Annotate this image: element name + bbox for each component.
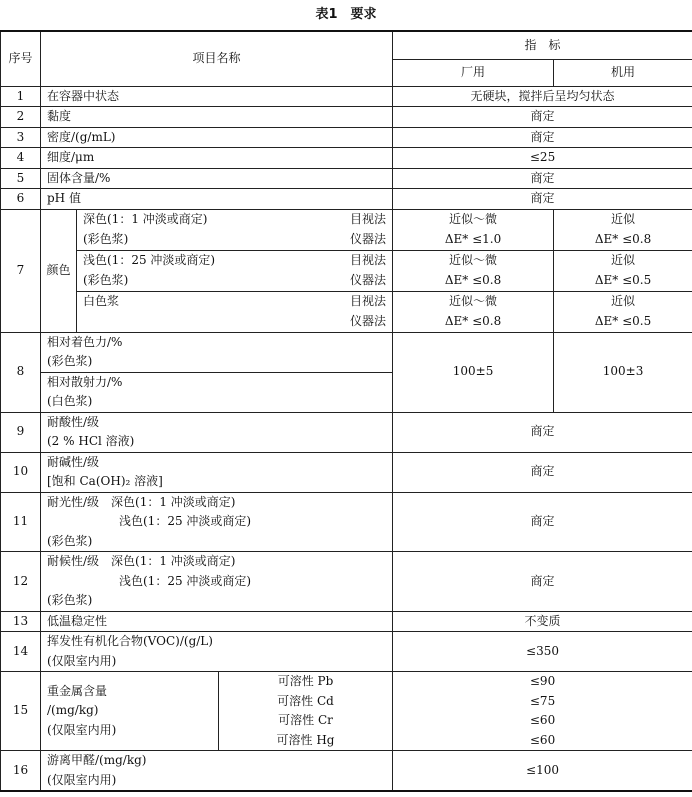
table-row xyxy=(1,552,692,612)
header-factory: 厂用 xyxy=(393,59,554,86)
row-value: 商定 xyxy=(393,127,692,148)
row-value: ≤25 xyxy=(393,148,692,169)
row-no: 16 xyxy=(1,751,41,792)
table-row xyxy=(1,127,692,148)
table-row xyxy=(1,189,692,210)
row-item: 游离甲醛/(mg/kg) xyxy=(47,753,147,767)
color-sub: (彩色浆) xyxy=(83,272,129,287)
row-item: /(mg/kg) xyxy=(47,703,99,718)
row-value: 商定 xyxy=(393,189,692,210)
row-item: 低温稳定性 xyxy=(41,611,393,632)
row-item: 挥发性有机化合物(VOC)/(g/L) xyxy=(47,634,213,648)
metal-value: ≤60 xyxy=(529,713,556,727)
table-row xyxy=(1,209,692,250)
row-item: 固体含量/% xyxy=(41,168,393,189)
table-row xyxy=(1,148,692,169)
metal-item: 可溶性 Pb xyxy=(277,674,334,688)
table-row xyxy=(1,672,692,751)
row-no: 7 xyxy=(1,209,41,332)
row-no: 9 xyxy=(1,412,41,452)
table-row xyxy=(1,611,692,632)
factory-value: ΔE* ≤1.0 xyxy=(444,231,502,246)
metal-value: ≤90 xyxy=(529,674,556,688)
header-no: 序号 xyxy=(1,31,41,86)
row-value: 商定 xyxy=(393,552,692,612)
table-row xyxy=(1,250,692,291)
row-no: 8 xyxy=(1,332,41,412)
table-row xyxy=(1,412,692,452)
row-value: ≤350 xyxy=(393,632,692,672)
row-value: 无硬块，搅拌后呈均匀状态 xyxy=(393,86,692,107)
row-no: 1 xyxy=(1,86,41,107)
machine-value: 近似 xyxy=(611,294,636,308)
table-row xyxy=(1,168,692,189)
header-machine: 机用 xyxy=(554,59,692,86)
row-no: 15 xyxy=(1,672,41,751)
method: 目视法 xyxy=(350,252,387,267)
factory-value: 100±5 xyxy=(393,332,554,412)
row-item: (彩色浆) xyxy=(47,354,93,368)
row-value: 商定 xyxy=(393,492,692,552)
row-value: 商定 xyxy=(393,107,692,128)
table-title: 表1 要求 xyxy=(315,7,377,22)
machine-value: ΔE* ≤0.5 xyxy=(594,313,652,328)
row-value: 不变质 xyxy=(393,611,692,632)
row-item: [饱和 Ca(OH)₂ 溶液] xyxy=(47,474,163,488)
row-item: 耐碱性/级 xyxy=(47,454,100,469)
row-value: ≤100 xyxy=(393,751,692,792)
row-value: 商定 xyxy=(393,452,692,492)
metal-item: 可溶性 Cd xyxy=(277,693,334,708)
row-no: 5 xyxy=(1,168,41,189)
row-value: 商定 xyxy=(393,168,692,189)
table-row xyxy=(1,632,692,672)
factory-value: 近似～微 xyxy=(449,294,498,308)
machine-value: 近似 xyxy=(611,253,636,267)
metal-value: ≤60 xyxy=(529,732,556,747)
header-item: 项目名称 xyxy=(41,31,393,86)
row-item: 细度/μm xyxy=(41,148,393,169)
metal-value: ≤75 xyxy=(529,693,556,708)
row-item: 密度/(g/mL) xyxy=(41,127,393,148)
table-row xyxy=(1,107,692,128)
color-sub: 深色(1：1 冲淡或商定) xyxy=(83,211,208,226)
table-row xyxy=(1,291,692,332)
factory-value: ΔE* ≤0.8 xyxy=(444,313,502,328)
row-no: 13 xyxy=(1,611,41,632)
row-no: 14 xyxy=(1,632,41,672)
machine-value: ΔE* ≤0.8 xyxy=(594,231,652,246)
row-item: (仅限室内用) xyxy=(47,772,117,787)
row-item: pH 值 xyxy=(41,189,393,210)
row-item: 浅色(1：25 冲淡或商定) xyxy=(119,514,252,528)
table-row xyxy=(1,751,692,792)
table-row xyxy=(1,86,692,107)
factory-value: 近似～微 xyxy=(449,253,498,267)
row-item: 耐酸性/级 xyxy=(47,414,100,429)
row-no: 11 xyxy=(1,492,41,552)
row-value: 商定 xyxy=(393,412,692,452)
color-sub: 浅色(1：25 冲淡或商定) xyxy=(83,252,216,267)
table-row xyxy=(1,452,692,492)
row-item: 耐候性/级 深色(1：1 冲淡或商定) xyxy=(47,554,236,568)
row-item: (仅限室内用) xyxy=(47,722,117,737)
method: 仪器法 xyxy=(350,231,387,246)
row-no: 12 xyxy=(1,552,41,612)
row-item: 黏度 xyxy=(41,107,393,128)
row-item: 相对散射力/% xyxy=(47,374,123,389)
row-item: 在容器中状态 xyxy=(41,86,393,107)
metal-item: 可溶性 Hg xyxy=(276,732,335,747)
metal-item: 可溶性 Cr xyxy=(278,713,333,727)
row-item: (彩色浆) xyxy=(47,593,93,607)
factory-value: 近似～微 xyxy=(449,212,498,226)
table-row xyxy=(1,492,692,552)
row-item: 重金属含量 xyxy=(47,683,108,698)
color-sub: 白色浆 xyxy=(83,293,120,308)
row-no: 6 xyxy=(1,189,41,210)
row-item: 相对着色力/% xyxy=(47,334,123,349)
row-item: 浅色(1：25 冲淡或商定) xyxy=(119,573,252,588)
machine-value: 近似 xyxy=(611,212,636,226)
machine-value: 100±3 xyxy=(554,332,692,412)
row-no: 10 xyxy=(1,452,41,492)
row-no: 3 xyxy=(1,127,41,148)
row-item: (白色浆) xyxy=(47,394,93,408)
method: 目视法 xyxy=(350,211,387,226)
row-item: (2 % HCl 溶液) xyxy=(47,434,135,448)
row-no: 2 xyxy=(1,107,41,128)
method: 目视法 xyxy=(350,293,387,308)
machine-value: ΔE* ≤0.5 xyxy=(594,272,652,287)
row-item: (仅限室内用) xyxy=(47,653,117,668)
header-index: 指 标 xyxy=(393,31,692,59)
row-item: 耐光性/级 深色(1：1 冲淡或商定) xyxy=(47,494,236,509)
row-no: 4 xyxy=(1,148,41,169)
row-item: (彩色浆) xyxy=(47,533,93,548)
factory-value: ΔE* ≤0.8 xyxy=(444,272,502,287)
color-sub: (彩色浆) xyxy=(83,231,129,246)
row-item: 颜色 xyxy=(41,209,77,332)
method: 仪器法 xyxy=(350,313,387,328)
method: 仪器法 xyxy=(350,272,387,287)
requirements-table xyxy=(0,30,692,792)
table-row xyxy=(1,332,692,372)
